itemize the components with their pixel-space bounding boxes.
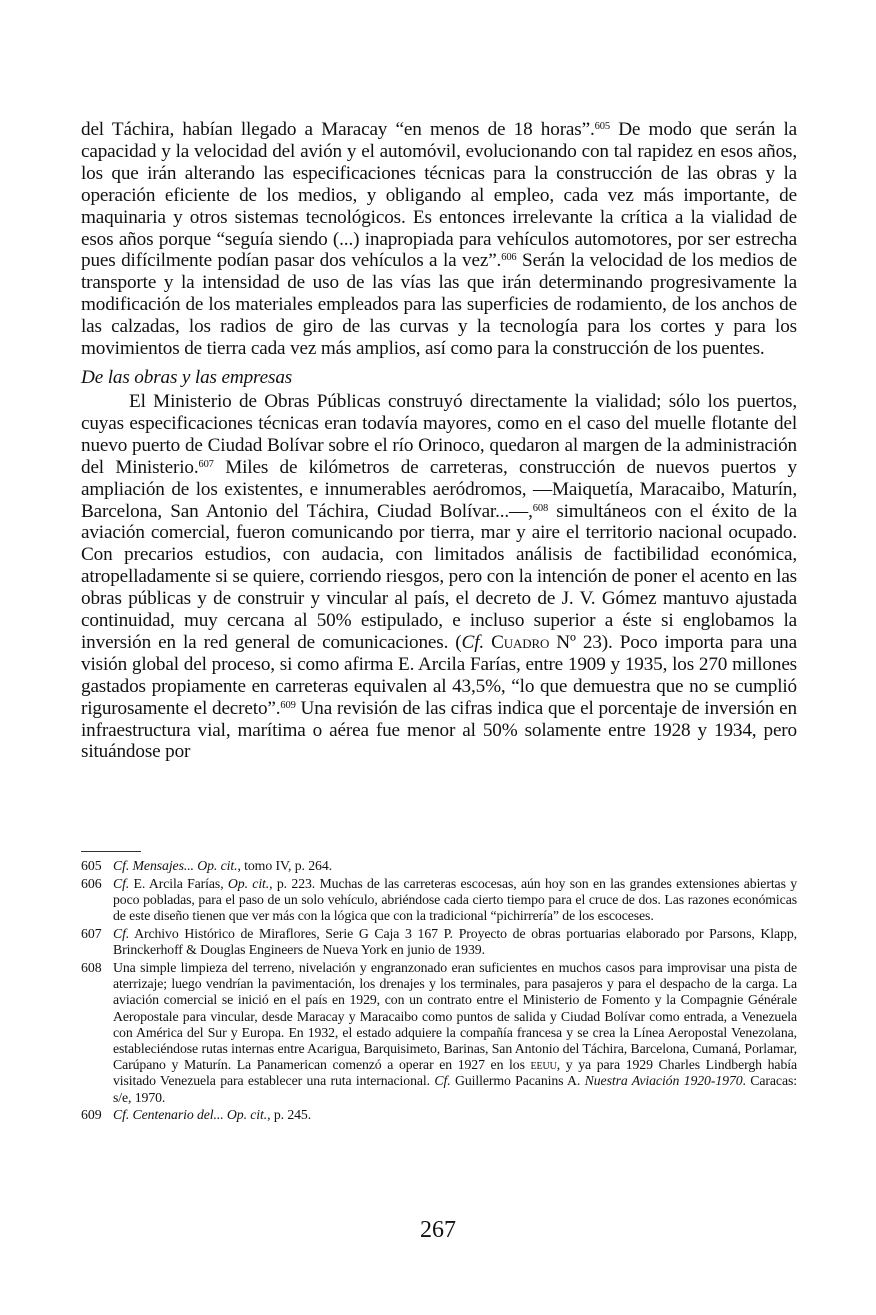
footnote-text <box>113 926 797 958</box>
footnote-ref-606[interactable]: 606 <box>501 252 517 264</box>
paragraph-2 <box>81 391 797 763</box>
footnote-number: 605 <box>81 858 102 873</box>
footnote-body: , tomo IV, p. 264. <box>237 858 332 873</box>
footnote-body: , p. 223. Muchas de las carreteras escocesas, aún hoy son en las grandes extensiones abiertas y poco pobladas, para el paso de un solo vehículo, abriéndose cada cierto tiempo para el cruce de dos. Las razones económicas de este diseño tienen que ver más con la lógica que con la tradicional “pichirrería” de los escoceses. <box>113 875 798 924</box>
abbrev-eeuu: eeuu <box>530 1057 557 1073</box>
footnotes <box>81 858 797 1125</box>
cf-abbrev: Cf. <box>461 631 485 653</box>
footnote-number: 607 <box>81 926 102 941</box>
footnote-ref-607[interactable]: 607 <box>198 458 214 470</box>
footnote-number: 606 <box>81 875 102 891</box>
footnote-ref-605[interactable]: 605 <box>594 121 610 132</box>
footnote-608 <box>81 960 797 1106</box>
italic-ref: Cf. <box>434 1073 451 1089</box>
footnote-body: Guillermo Pacanins A. <box>450 1073 585 1089</box>
footnote-ref-609[interactable]: 609 <box>280 699 296 711</box>
italic-ref: Cf. <box>113 875 130 891</box>
footnote-body: , p. 245. <box>267 1107 312 1123</box>
paragraph-text: El Ministerio de Obras Públicas construyó directamente la vialidad; sólo los puertos, cuyas especificaciones técnicas eran todavía mayores, como en el caso del muelle flotante del nuevo puerto de Ciudad Bolívar sobre el río Orinoco, quedaron al margen de la administración del Ministerio. <box>81 390 797 478</box>
italic-ref: Nuestra Aviación 1920-1970 <box>584 1073 743 1089</box>
paragraph-text: Nº 23). Poco importa para una visión global del proceso, si como afirma E. Arcila Farías, entre 1909 y 1935, los 270 millones gastados propiamente en carreteras equivalen al 43,5%, “lo que demuestra que no se cumplió rigurosamente el decreto”. <box>81 631 797 719</box>
italic-ref: Cf. Centenario del... Op. cit. <box>113 1107 268 1123</box>
cuadro-label: Cuadro <box>484 631 550 653</box>
footnote-body: Una simple limpieza del terreno, nivelación y engranzonado eran suficientes en muchos casos para improvisar una pista de aterrizaje; luego vendrían la pavimentación, los drenajes y los terminales, para pasajeros y para el despacho de la carga. La aviación comercial se inició en el país en 1929, con un contrato entre el Ministerio de Fomento y la Compagnie Générale Aeropostale para vincular, desde Maracay y Maracaibo como puntos de salida y Ciudad Bolívar como entrada, a Venezuela con América del Sur y Europa. En 1932, el estado adquiere la compañía francesa y se crea la Línea Aeropostal Venezolana, estableciéndose rutas internas entre Acarigua, Barquisimeto, Barinas, San Antonio del Táchira, Barcelona, Cumaná, Porlamar, Carúpano y Maturín. La Panamerican comenzó a operar en 1927 en los <box>113 960 797 1073</box>
page-number: 267 <box>420 1217 456 1243</box>
footnote-body: E. Arcila Farías, <box>129 875 228 891</box>
footnote-body: , y ya para 1929 Charles Lindbergh había visitado Venezuela para establecer una ruta internacional. <box>113 1057 798 1089</box>
paragraph-text: simultáneos con el éxito de la aviación comercial, fueron comunicando por tierra, mar y aire el territorio nacional ocupado. Con precarios estudios, con audacia, con limitados análisis de factibilidad económica, atropelladamente si se quiere, corriendo riesgos, pero con la intención de poner el acento en las obras públicas y de construir y vincular al país, el decreto de J. V. Gómez mantuvo ajustada continuidad, muy cercana al 50% estipulado, e incluso superior a éste si englobamos la inversión en la red general de comunicaciones. ( <box>81 500 797 653</box>
body-text <box>81 119 797 763</box>
footnote-body: . Caracas: s/e, 1970. <box>113 1073 797 1105</box>
paragraph-1 <box>81 119 797 360</box>
footnote-number: 609 <box>81 1107 102 1123</box>
footnote-609 <box>81 1107 797 1123</box>
page-content <box>81 119 797 763</box>
paragraph-text: Miles de kilómetros de carreteras, construcción de nuevos puertos y ampliación de los existentes, e innumerables aeródromos, —Maiquetía, Maracaibo, Maturín, Barcelona, San Antonio del Táchira, Ciudad Bolívar...—, <box>81 456 797 522</box>
footnote-607 <box>81 926 797 958</box>
footnote-606 <box>81 876 797 925</box>
footnote-text <box>113 858 797 874</box>
footnote-text <box>113 876 797 925</box>
paragraph-text: Serán la velocidad de los medios de transporte y la intensidad de uso de las vías las que irán determinando progresivamente la modificación de los materiales empleados para las superficies de rodamiento, de los anchos de las calzadas, los radios de giro de las curvas y la tecnología para los cortes y para los movimientos de tierra cada vez más amplios, así como para la construcción de los puentes. <box>81 250 798 360</box>
italic-ref: Cf. <box>113 926 130 941</box>
footnote-divider <box>81 851 141 852</box>
italic-ref: Op. cit. <box>227 875 270 891</box>
footnote-number: 608 <box>81 960 102 975</box>
footnote-ref-608[interactable]: 608 <box>532 502 549 514</box>
footnote-text <box>113 1107 797 1123</box>
footnote-605 <box>81 858 797 874</box>
footnote-body: Archivo Histórico de Miraflores, Serie G Caja 3 167 P. Proyecto de obras portuarias elaborado por Parsons, Klapp, Brinckerhoff & Douglas Engineers de Nueva York en junio de 1939. <box>113 926 797 958</box>
footnote-text <box>113 960 797 1106</box>
paragraph-text: Una revisión de las cifras indica que el porcentaje de inversión en infraestructura vial, marítima o aérea fue menor al 50% solamente entre 1928 y 1934, pero situándose por <box>81 697 797 763</box>
italic-ref: Cf. Mensajes... Op. cit. <box>113 858 238 873</box>
section-heading: De las obras y las empresas <box>81 366 293 388</box>
paragraph-text: De modo que serán la capacidad y la velocidad del avión y el automóvil, evolucionando con tal rapidez en esos años, los que irán alterando las especificaciones técnicas para la construcción de las obras y la operación eficiente de los medios, y obligando al empleo, cada vez más importante, de maquinaria y otros sistemas tecnológicos. Es entonces irrelevante la crítica a la vialidad de esos años porque “seguía siendo (...) inapropiada para vehículos automotores, por ser estrecha pues difícilmente podían pasar dos vehículos a la vez”. <box>81 119 797 272</box>
paragraph-text: del Táchira, habían llegado a Maracay “en menos de 18 horas”. <box>81 119 595 140</box>
